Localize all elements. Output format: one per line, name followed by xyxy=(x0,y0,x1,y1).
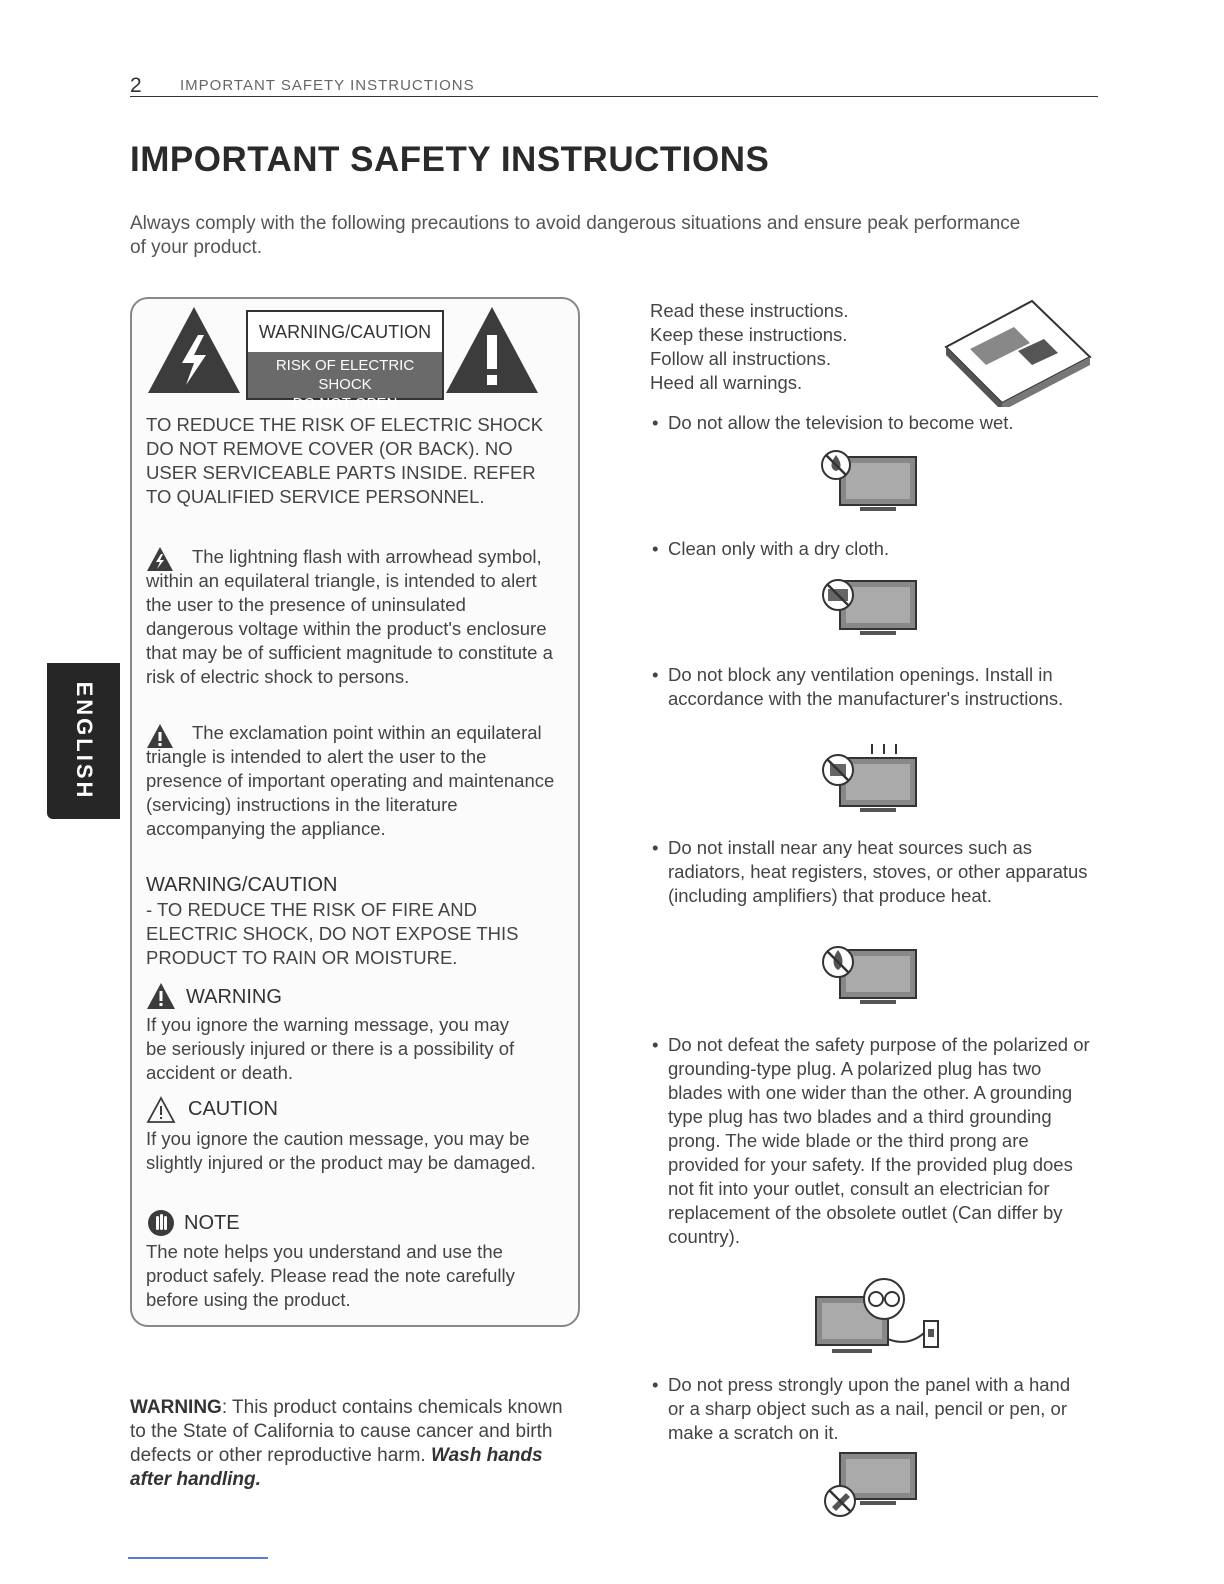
bullet-ventilation xyxy=(652,663,1088,711)
warning-caution-label xyxy=(246,310,444,412)
caution-heading: CAUTION xyxy=(188,1098,278,1120)
language-tab-label: ENGLISH xyxy=(71,681,97,801)
lightning-description xyxy=(146,545,558,689)
lightning-description-text: The lightning flash with arrowhead symbol, within an equilateral triangle, is intended to alert the user to the presence of uninsulated dangerous voltage within the product's enclosure that may be of sufficient magnitude to constitute a risk of electric shock to persons. xyxy=(146,546,553,687)
no-water-tv-icon xyxy=(820,447,920,519)
label-risk-line1: RISK OF ELECTRIC SHOCK xyxy=(275,357,415,393)
warning-icon xyxy=(146,982,176,1010)
bullet-text: Clean only with a dry cloth. xyxy=(668,538,890,559)
bullet-text: Do not defeat the safety purpose of the polarized or grounding-type plug. A polarized plug has two blades with one wider than the other. A grounding type plug has two blades and a third grounding prong. The wide blade or the third prong are provided for your safety. If the provided plug does not fit into your outlet, consult an electrician for replacement of the obsolete outlet (Can differ by country). xyxy=(668,1034,1090,1247)
bullet-text: Do not allow the television to become wet. xyxy=(668,412,1014,433)
bullet-press xyxy=(652,1373,1088,1445)
page-title: IMPORTANT SAFETY INSTRUCTIONS xyxy=(130,140,770,179)
page-header xyxy=(130,72,1098,97)
california-warning-label: WARNING xyxy=(130,1397,222,1418)
label-title: WARNING/CAUTION xyxy=(258,322,432,342)
warning-heading: WARNING xyxy=(186,986,282,1008)
bullet-wet xyxy=(652,411,1088,435)
bullet-dot: • xyxy=(652,412,659,433)
read-line: Keep these instructions. xyxy=(650,324,848,345)
bullet-dot: • xyxy=(652,664,659,685)
wc-heading: WARNING/CAUTION xyxy=(146,874,338,896)
language-tab xyxy=(47,663,120,819)
read-line: Read these instructions. xyxy=(650,300,849,321)
bullet-dot: • xyxy=(652,1034,659,1055)
intro-paragraph: Always comply with the following precautions to avoid dangerous situations and ensure peak performance of your product. xyxy=(130,213,1021,258)
grounding-plug-icon xyxy=(812,1277,946,1363)
exclamation-triangle-icon xyxy=(444,305,540,395)
exclamation-description-text: The exclamation point within an equilateral triangle is intended to alert the user to the presence of important operating and maintenance (servicing) instructions in the literature accompanying the appliance. xyxy=(146,722,555,839)
california-warning-text: : This product contains chemicals known to the State of California to cause cancer and birth defects or other reproductive harm. xyxy=(130,1397,563,1466)
page-number: 2 xyxy=(130,74,142,97)
note-heading: NOTE xyxy=(184,1212,240,1234)
california-warning xyxy=(130,1396,570,1492)
reduce-risk-text: TO REDUCE THE RISK OF ELECTRIC SHOCK DO NOT REMOVE COVER (OR BACK). NO USER SERVICEABLE PARTS INSIDE. REFER TO QUALIFIED SERVICE PERSONNEL. xyxy=(146,414,544,507)
footnote-rule xyxy=(128,1557,268,1559)
bullet-clean xyxy=(652,537,1088,561)
bullet-heat xyxy=(652,836,1088,908)
caution-icon xyxy=(146,1096,176,1124)
bullet-text: Do not install near any heat sources such as radiators, heat registers, stoves, or other apparatus (including amplifiers) that produce heat. xyxy=(668,837,1088,906)
read-line: Follow all instructions. xyxy=(650,348,831,369)
manual-book-icon xyxy=(940,297,1095,407)
california-warning-emphasis: Wash hands after handling. xyxy=(130,1445,543,1490)
header-section-title: IMPORTANT SAFETY INSTRUCTIONS xyxy=(180,77,475,94)
read-line: Heed all warnings. xyxy=(650,372,803,393)
lightning-triangle-icon xyxy=(146,305,242,395)
bullet-dot: • xyxy=(652,1374,659,1395)
note-text: The note helps you understand and use the product safely. Please read the note carefully before using the product. xyxy=(146,1241,515,1310)
exclamation-description xyxy=(146,721,558,841)
no-press-tv-icon xyxy=(820,1451,920,1521)
wc-text: - TO REDUCE THE RISK OF FIRE AND ELECTRIC SHOCK, DO NOT EXPOSE THIS PRODUCT TO RAIN OR MOISTURE. xyxy=(146,899,519,968)
read-instructions xyxy=(650,299,900,395)
caution-text: If you ignore the caution message, you may be slightly injured or the product may be damaged. xyxy=(146,1128,536,1173)
bullet-dot: • xyxy=(652,538,659,559)
note-icon xyxy=(146,1208,176,1238)
ventilation-tv-icon xyxy=(820,742,920,820)
dry-cloth-tv-icon xyxy=(820,571,920,643)
bullet-dot: • xyxy=(652,837,659,858)
label-risk xyxy=(248,352,442,412)
bullet-text: Do not block any ventilation openings. Install in accordance with the manufacturer's instructions. xyxy=(668,664,1064,709)
bullet-plug xyxy=(652,1033,1098,1249)
label-risk-line2: DO NOT OPEN xyxy=(292,395,398,412)
bullet-text: Do not press strongly upon the panel with a hand or a sharp object such as a nail, pencil or pen, or make a scratch on it. xyxy=(668,1374,1071,1443)
heat-source-tv-icon xyxy=(820,940,920,1012)
warning-text: If you ignore the warning message, you may be seriously injured or there is a possibility of accident or death. xyxy=(146,1014,515,1083)
